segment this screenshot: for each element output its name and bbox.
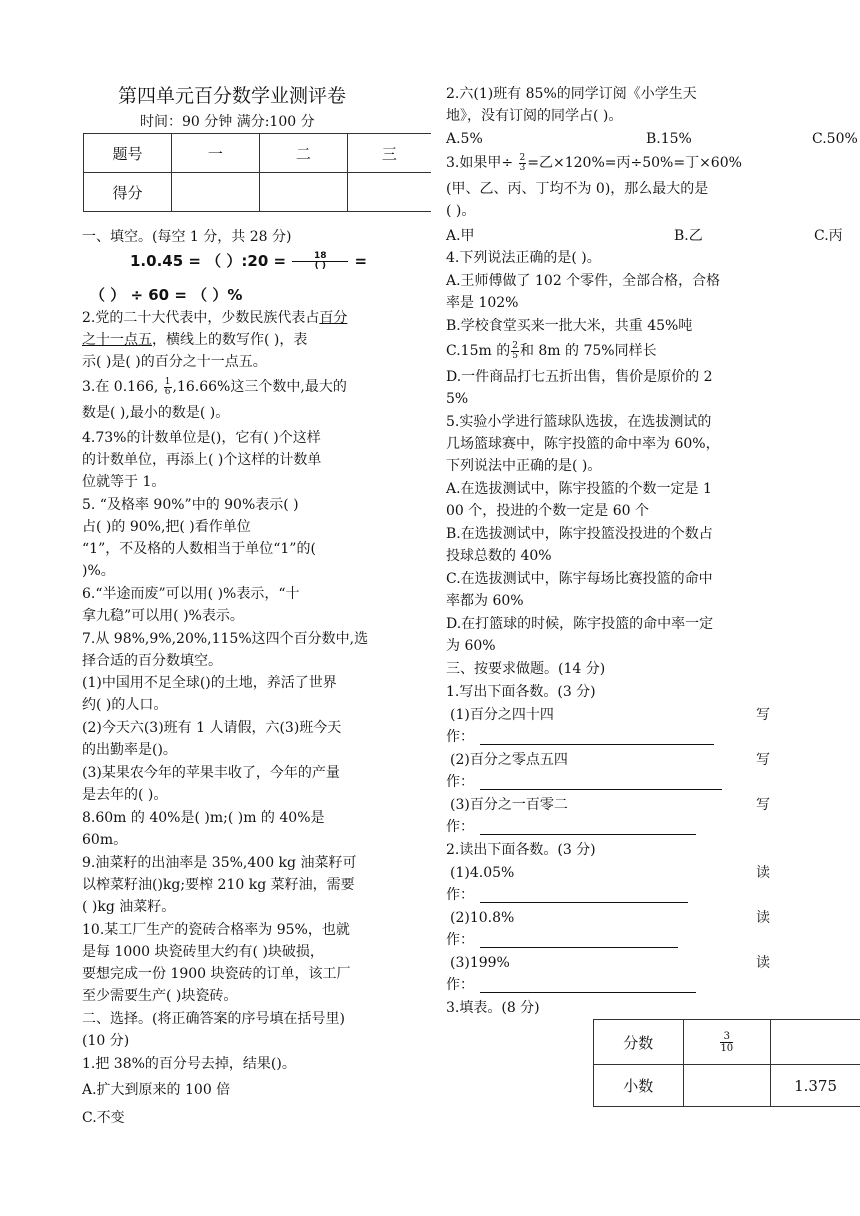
choice-5-option-c-2: 率都为 60% [446, 593, 524, 609]
choice-4-option-b: B.学校食堂买来一批大米，共重 45%吨 [446, 318, 693, 334]
choice-5-option-c-1: C.在选拔测试中，陈宇每场比赛投篮的命中 [446, 571, 713, 587]
choice-5-line-1: 5.实验小学进行篮球队选拔，在选拔测试的 [446, 414, 712, 430]
choice-5-line-2: 几场篮球赛中，陈宇投篮的命中率为 60%， [446, 436, 720, 452]
q4-line-3: 位就等于 1。 [82, 474, 166, 490]
q4-line-1: 4.73%的计数单位是()，它有( )个这样 [82, 430, 321, 446]
fill-frac-num: 3 [720, 1031, 733, 1043]
score-header-cell: 题号 [84, 134, 172, 173]
q7-line-3: (1)中国用不足全球()的土地，养活了世界 [82, 675, 337, 691]
fill-fraction [720, 1031, 733, 1054]
q7-line-6: 的出勤率是()。 [82, 742, 177, 758]
choice-4-question: 4.下列说法正确的是( )。 [446, 250, 601, 266]
score-header-cell: 一 [171, 134, 259, 173]
section-3-heading: 三、按要求做题。(14 分) [446, 661, 606, 677]
choice-4-frac-num: 2 [512, 340, 518, 351]
q2-text: 2.党的二十大代表中，少数民族代表占 [82, 310, 320, 326]
section-1-heading: 一、填空。(每空 1 分，共 28 分) [82, 229, 292, 245]
q5-line-3: “1”，不及格的人数相当于单位“1”的( [82, 541, 316, 557]
choice-3-option-b: B.乙 [674, 228, 703, 244]
read-heading: 2.读出下面各数。(3 分) [446, 842, 596, 858]
q1-text-a: 1.0.45 = （ ）:20 = [130, 252, 287, 270]
write-item-1: (1)百分之四十四 [450, 707, 554, 723]
q7-line-1: 7.从 98%,9%,20%,115%这四个百分数中,选 [82, 631, 369, 647]
score-table [83, 133, 431, 212]
choice-3-text: 3.如果甲÷ [446, 155, 514, 171]
choice-4-fraction [511, 342, 519, 361]
q2-underlined: 百分 [319, 310, 348, 326]
score-row-label: 得分 [84, 173, 172, 212]
q3-text: 3.在 0.166, [82, 379, 163, 395]
q1-eq: = [354, 252, 368, 270]
read-answer-line-2[interactable] [480, 933, 678, 948]
q3-fraction [164, 378, 172, 397]
q7-line-8: 是去年的( )。 [82, 787, 168, 803]
fill-cell[interactable] [683, 1065, 771, 1107]
q2-line-3: 示( )是( )的百分之十一点五。 [82, 354, 267, 370]
read-answer-line-1[interactable] [480, 888, 688, 903]
choice-2-option-c: C.50% [812, 131, 858, 147]
choice-4-option-d-2: 5% [446, 391, 469, 407]
score-cell[interactable] [347, 173, 431, 212]
q6-line-2: 拿九稳”可以用( )%表示。 [82, 608, 244, 624]
read-label: 读 [756, 865, 770, 881]
q2-line-1 [82, 307, 347, 329]
write-item-2: (2)百分之零点五四 [450, 752, 568, 768]
choice-3-frac-num: 2 [519, 152, 526, 163]
q5-line-4: )%。 [82, 563, 115, 579]
q7-line-7: (3)某果农今年的苹果丰收了，今年的产量 [82, 765, 340, 781]
choice-5-option-d-1: D.在打篮球的时候，陈宇投篮的命中率一定 [446, 616, 714, 632]
q5-line-1: 5. “及格率 90%”中的 90%表示( ) [82, 497, 299, 513]
score-cell[interactable] [171, 173, 259, 212]
choice-4-option-d-1: D.一件商品打七五折出售，售价是原价的 2 [446, 369, 713, 385]
choice-5-line-3: 下列说法中正确的是( )。 [446, 458, 602, 474]
choice-3-line-1 [446, 152, 742, 174]
q3-text: ,16.66%这三个数中,最大的 [172, 379, 347, 395]
choice-1-question: 1.把 38%的百分号去掉，结果()。 [82, 1056, 296, 1072]
fill-cell-fraction [683, 1020, 771, 1065]
section-2-heading-points: (10 分) [82, 1033, 130, 1049]
read-item-3: (3)199% [450, 955, 510, 971]
q10-line-4: 至少需要生产( )块瓷砖。 [82, 988, 238, 1004]
choice-5-option-b-2: 投球总数的 40% [446, 548, 552, 564]
read-answer-line-3[interactable] [480, 978, 696, 993]
read-label: 读 [756, 955, 770, 971]
choice-4-option-a-2: 率是 102% [446, 295, 519, 311]
read-zuo: 作： [446, 977, 474, 993]
fill-cell[interactable] [771, 1020, 860, 1065]
fill-row-label: 分数 [594, 1020, 684, 1065]
q3-line-1 [82, 376, 347, 398]
q8-line-2: 60m。 [82, 832, 128, 848]
choice-4-option-c [446, 340, 657, 362]
choice-3-option-a: A.甲 [446, 228, 475, 244]
read-zuo: 作： [446, 887, 474, 903]
choice-4-option-a-1: A.王师傅做了 102 个零件，全部合格，合格 [446, 273, 721, 289]
write-heading: 1.写出下面各数。(3 分) [446, 684, 596, 700]
q1-line-1 [130, 250, 367, 272]
read-label: 读 [756, 910, 770, 926]
q6-line-1: 6.“半途而废”可以用( )%表示，“十 [82, 586, 300, 602]
q8-line-1: 8.60m 的 40%是( )m;( )m 的 40%是 [82, 810, 325, 826]
section-2-heading: 二、选择。(将正确答案的序号填在括号里) [82, 1011, 345, 1027]
write-zuo: 作： [446, 774, 474, 790]
choice-3-option-c: C.丙 [814, 228, 843, 244]
q1-fraction [292, 252, 348, 271]
choice-3-text: =乙×120%=丙÷50%=丁×60% [527, 155, 742, 171]
choice-3-fraction [519, 154, 527, 173]
q7-line-5: (2)今天六(3)班有 1 人请假，六(3)班今天 [82, 720, 342, 736]
write-zuo: 作： [446, 819, 474, 835]
q5-line-2: 占( )的 90%,把( )看作单位 [82, 519, 251, 535]
q10-line-2: 是每 1000 块瓷砖里大约有( )块破损， [82, 944, 324, 960]
write-answer-line-1[interactable] [480, 730, 714, 745]
choice-3-line-2: (甲、乙、丙、丁均不为 0)，那么最大的是 [446, 181, 709, 197]
choice-3-line-3: ( )。 [446, 203, 476, 219]
score-header-cell: 二 [259, 134, 347, 173]
q10-line-3: 要想完成一份 1900 块瓷砖的订单，该工厂 [82, 966, 351, 982]
q3-frac-den: 6 [164, 386, 171, 397]
page-subtitle: 时间：90 分钟 满分:100 分 [140, 114, 315, 130]
q3-frac-num: 1 [164, 376, 171, 387]
fill-frac-den: 10 [720, 1042, 734, 1054]
choice-1-option-a: A.扩大到原来的 100 倍 [82, 1082, 231, 1098]
fill-row-label: 小数 [594, 1065, 684, 1107]
choice-4-frac-den: 5 [512, 350, 518, 361]
q2-text: ，横线上的数写作( )，表 [152, 332, 308, 348]
read-item-2: (2)10.8% [450, 910, 515, 926]
choice-2-option-a: A.5% [446, 131, 483, 147]
q9-line-3: ( )kg 油菜籽。 [82, 899, 176, 915]
choice-3-frac-den: 3 [519, 162, 526, 173]
q2-line-2 [82, 329, 307, 351]
choice-5-option-b-1: B.在选拔测试中，陈宇投篮没投进的个数占 [446, 526, 713, 542]
choice-4-text: C.15m 的 [446, 343, 511, 359]
q4-line-2: 的计数单位，再添上( )个这样的计数单 [82, 452, 322, 468]
q7-line-4: 约( )的人口。 [82, 697, 168, 713]
fill-cell-value: 1.375 [771, 1065, 860, 1107]
fill-table-heading: 3.填表。(8 分) [446, 1000, 540, 1016]
choice-5-option-a-2: 00 个，投进的个数一定是 60 个 [446, 503, 649, 519]
choice-2-option-b: B.15% [646, 131, 692, 147]
write-label: 写 [756, 797, 770, 813]
fill-table [593, 1019, 860, 1107]
choice-2-line-2: 地》，没有订阅的同学占( )。 [446, 108, 623, 124]
q3-line-2: 数是( ),最小的数是( )。 [82, 405, 230, 421]
write-zuo: 作： [446, 729, 474, 745]
choice-4-text: 和 8m 的 75%同样长 [519, 343, 657, 359]
read-item-1: (1)4.05% [450, 865, 515, 881]
q1-frac-num: 18 [292, 252, 348, 262]
q1-line-2: （ ） ÷ 60 = （ ）% [90, 286, 243, 304]
read-zuo: 作： [446, 932, 474, 948]
choice-2-line-1: 2.六(1)班有 85%的同学订阅《小学生天 [446, 86, 697, 102]
write-answer-line-3[interactable] [480, 820, 696, 835]
write-answer-line-2[interactable] [480, 775, 722, 790]
q7-line-2: 择合适的百分数填空。 [82, 653, 222, 669]
page-title: 第四单元百分数学业测评卷 [118, 85, 347, 107]
choice-5-option-d-2: 为 60% [446, 638, 496, 654]
q2-underlined: 之十一点五 [82, 332, 152, 348]
q9-line-1: 9.油菜籽的出油率是 35%,400 kg 油菜籽可 [82, 855, 357, 871]
q1-frac-den: ( ) [314, 261, 326, 271]
write-label: 写 [756, 752, 770, 768]
write-item-3: (3)百分之一百零二 [450, 797, 568, 813]
choice-1-option-c: C.不变 [82, 1110, 125, 1126]
q9-line-2: 以榨菜籽油()kg;要榨 210 kg 菜籽油，需要 [82, 877, 355, 893]
q10-line-1: 10.某工厂生产的瓷砖合格率为 95%，也就 [82, 922, 350, 938]
score-header-cell: 三 [347, 134, 431, 173]
score-cell[interactable] [259, 173, 347, 212]
write-label: 写 [756, 707, 770, 723]
choice-5-option-a-1: A.在选拔测试中，陈宇投篮的个数一定是 1 [446, 481, 712, 497]
